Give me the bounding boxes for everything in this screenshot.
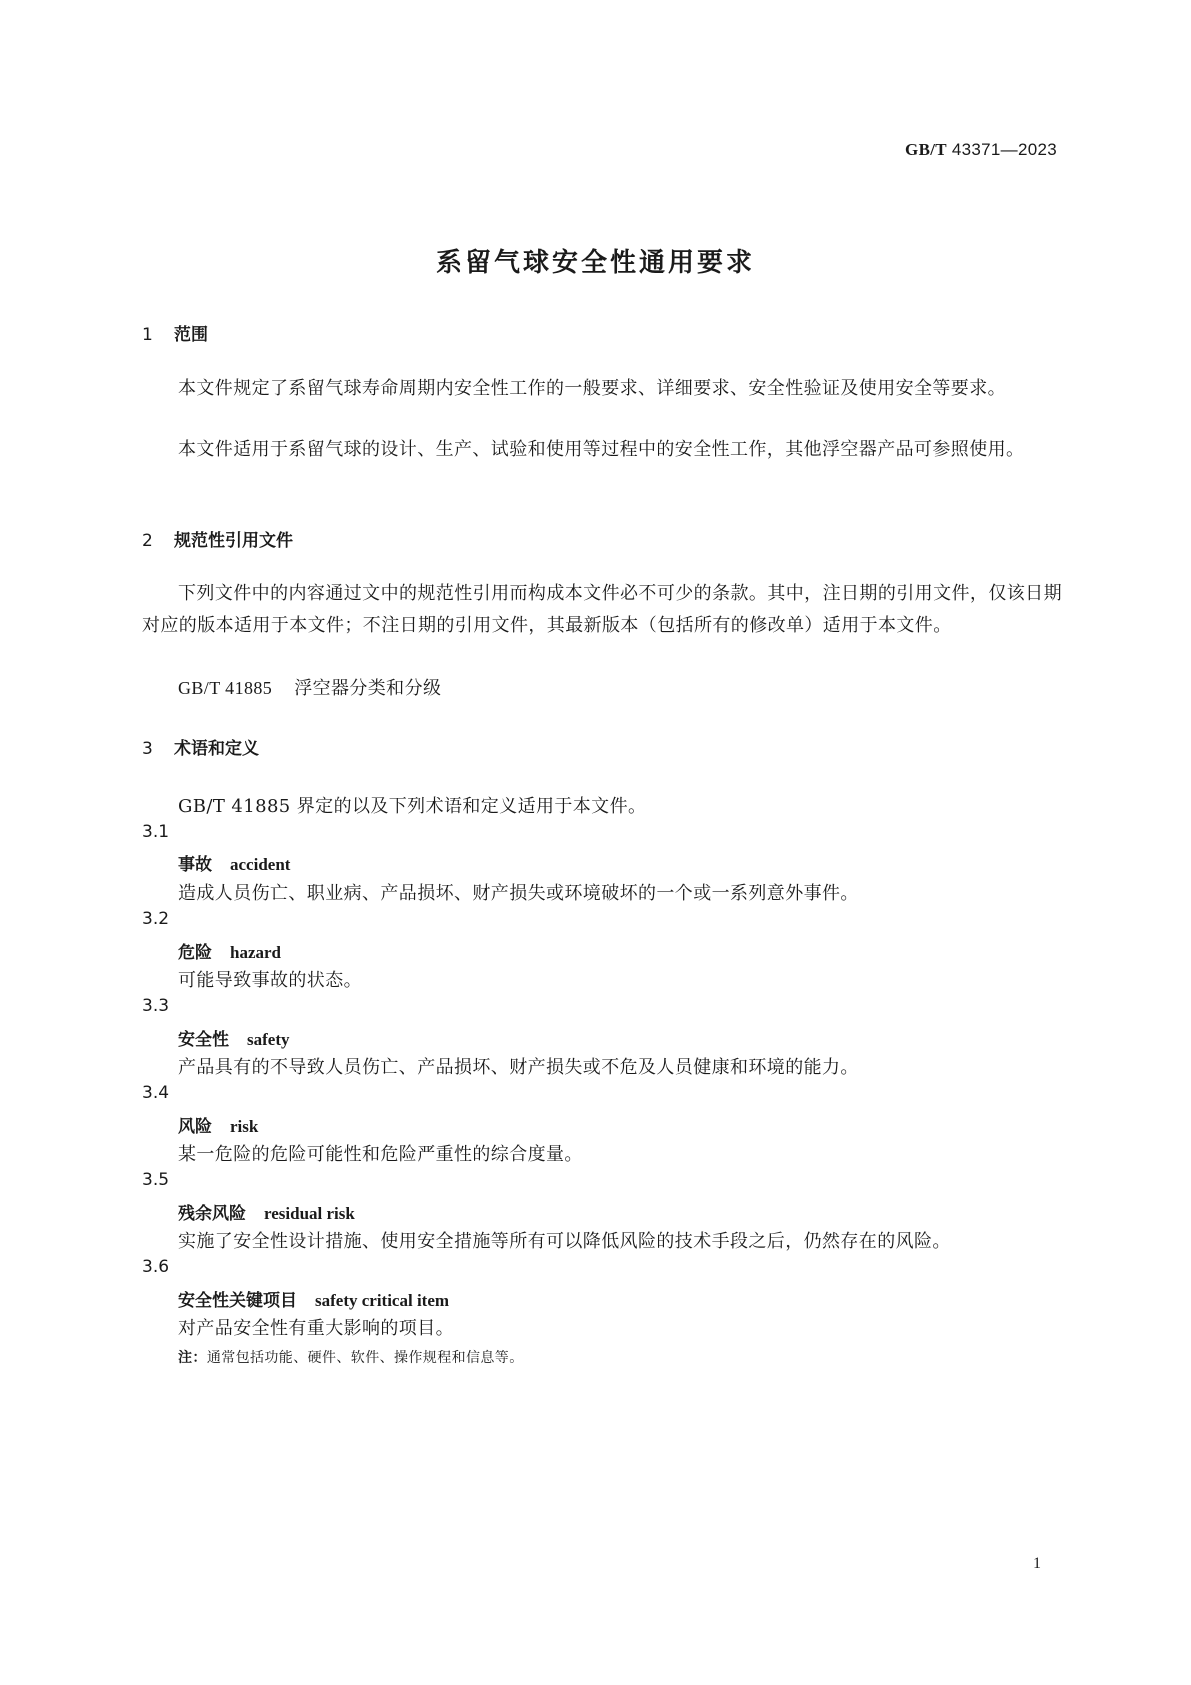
term-en: accident	[230, 855, 291, 874]
term-en: residual risk	[264, 1204, 355, 1223]
term-definition: 产品具有的不导致人员伤亡、产品损坏、财产损失或不危及人员健康和环境的能力。	[178, 1057, 859, 1078]
section-number: 2	[142, 531, 153, 551]
clause-number: 3.1	[142, 822, 170, 842]
section-number: 1	[142, 325, 153, 345]
note-text: 通常包括功能、硬件、软件、操作规程和信息等。	[206, 1350, 524, 1366]
term-definition: 对产品安全性有重大影响的项目。	[178, 1318, 454, 1339]
term-en: safety	[247, 1030, 290, 1049]
term-entry	[178, 938, 281, 963]
standard-number: 43371—2023	[951, 140, 1057, 159]
term-zh: 事故	[178, 855, 212, 875]
standard-prefix: GB/T	[905, 140, 947, 159]
term-definition: 某一危险的危险可能性和危险严重性的综合度量。	[178, 1144, 583, 1165]
term-entry	[178, 850, 290, 875]
standard-code	[905, 140, 1057, 160]
section-title: 术语和定义	[174, 739, 259, 759]
term-en: hazard	[230, 943, 281, 962]
reference-title: 浮空器分类和分级	[294, 678, 442, 699]
section-2-paragraph-1: 下列文件中的内容通过文中的规范性引用而构成本文件必不可少的条款。其中，注日期的引用文件，仅该日期对应的版本适用于本文件；不注日期的引用文件，其最新版本（包括所有的修改单）适用于本文件。	[142, 583, 1062, 636]
note	[178, 1347, 524, 1367]
clause-number: 3.6	[142, 1257, 170, 1277]
note-label: 注：	[178, 1350, 207, 1366]
term-zh: 安全性	[178, 1030, 229, 1050]
term-entry	[178, 1025, 289, 1050]
section-1-paragraph-1: 本文件规定了系留气球寿命周期内安全性工作的一般要求、详细要求、安全性验证及使用安全等要求。	[178, 378, 1006, 399]
term-definition: 可能导致事故的状态。	[178, 970, 362, 991]
term-zh: 安全性关键项目	[178, 1291, 297, 1311]
section-2-heading	[142, 526, 293, 551]
reference-code: GB/T 41885	[178, 678, 273, 698]
term-zh: 残余风险	[178, 1204, 246, 1224]
document-title: 系留气球安全性通用要求	[435, 248, 755, 278]
clause-number: 3.2	[142, 909, 170, 929]
term-entry	[178, 1112, 258, 1137]
section-number: 3	[142, 739, 153, 759]
section-title: 范围	[174, 325, 208, 345]
term-en: risk	[230, 1117, 259, 1136]
term-definition: 实施了安全性设计措施、使用安全措施等所有可以降低风险的技术手段之后，仍然存在的风险。	[178, 1231, 951, 1252]
term-definition: 造成人员伤亡、职业病、产品损坏、财产损失或环境破坏的一个或一系列意外事件。	[178, 883, 859, 904]
term-entry	[178, 1286, 449, 1311]
clause-number: 3.3	[142, 996, 170, 1016]
term-entry	[178, 1199, 355, 1224]
page-number: 1	[1033, 1555, 1041, 1572]
section-3-heading	[142, 734, 259, 759]
section-3-intro: GB/T 41885 界定的以及下列术语和定义适用于本文件。	[178, 796, 647, 817]
clause-number: 3.5	[142, 1170, 170, 1190]
term-zh: 危险	[178, 943, 212, 963]
section-title: 规范性引用文件	[174, 531, 293, 551]
section-1-paragraph-2: 本文件适用于系留气球的设计、生产、试验和使用等过程中的安全性工作，其他浮空器产品可参照使用。	[178, 439, 1025, 460]
normative-reference	[178, 674, 441, 700]
clause-number: 3.4	[142, 1083, 170, 1103]
term-zh: 风险	[178, 1117, 212, 1137]
term-en: safety critical item	[315, 1291, 450, 1310]
section-1-heading	[142, 320, 208, 345]
